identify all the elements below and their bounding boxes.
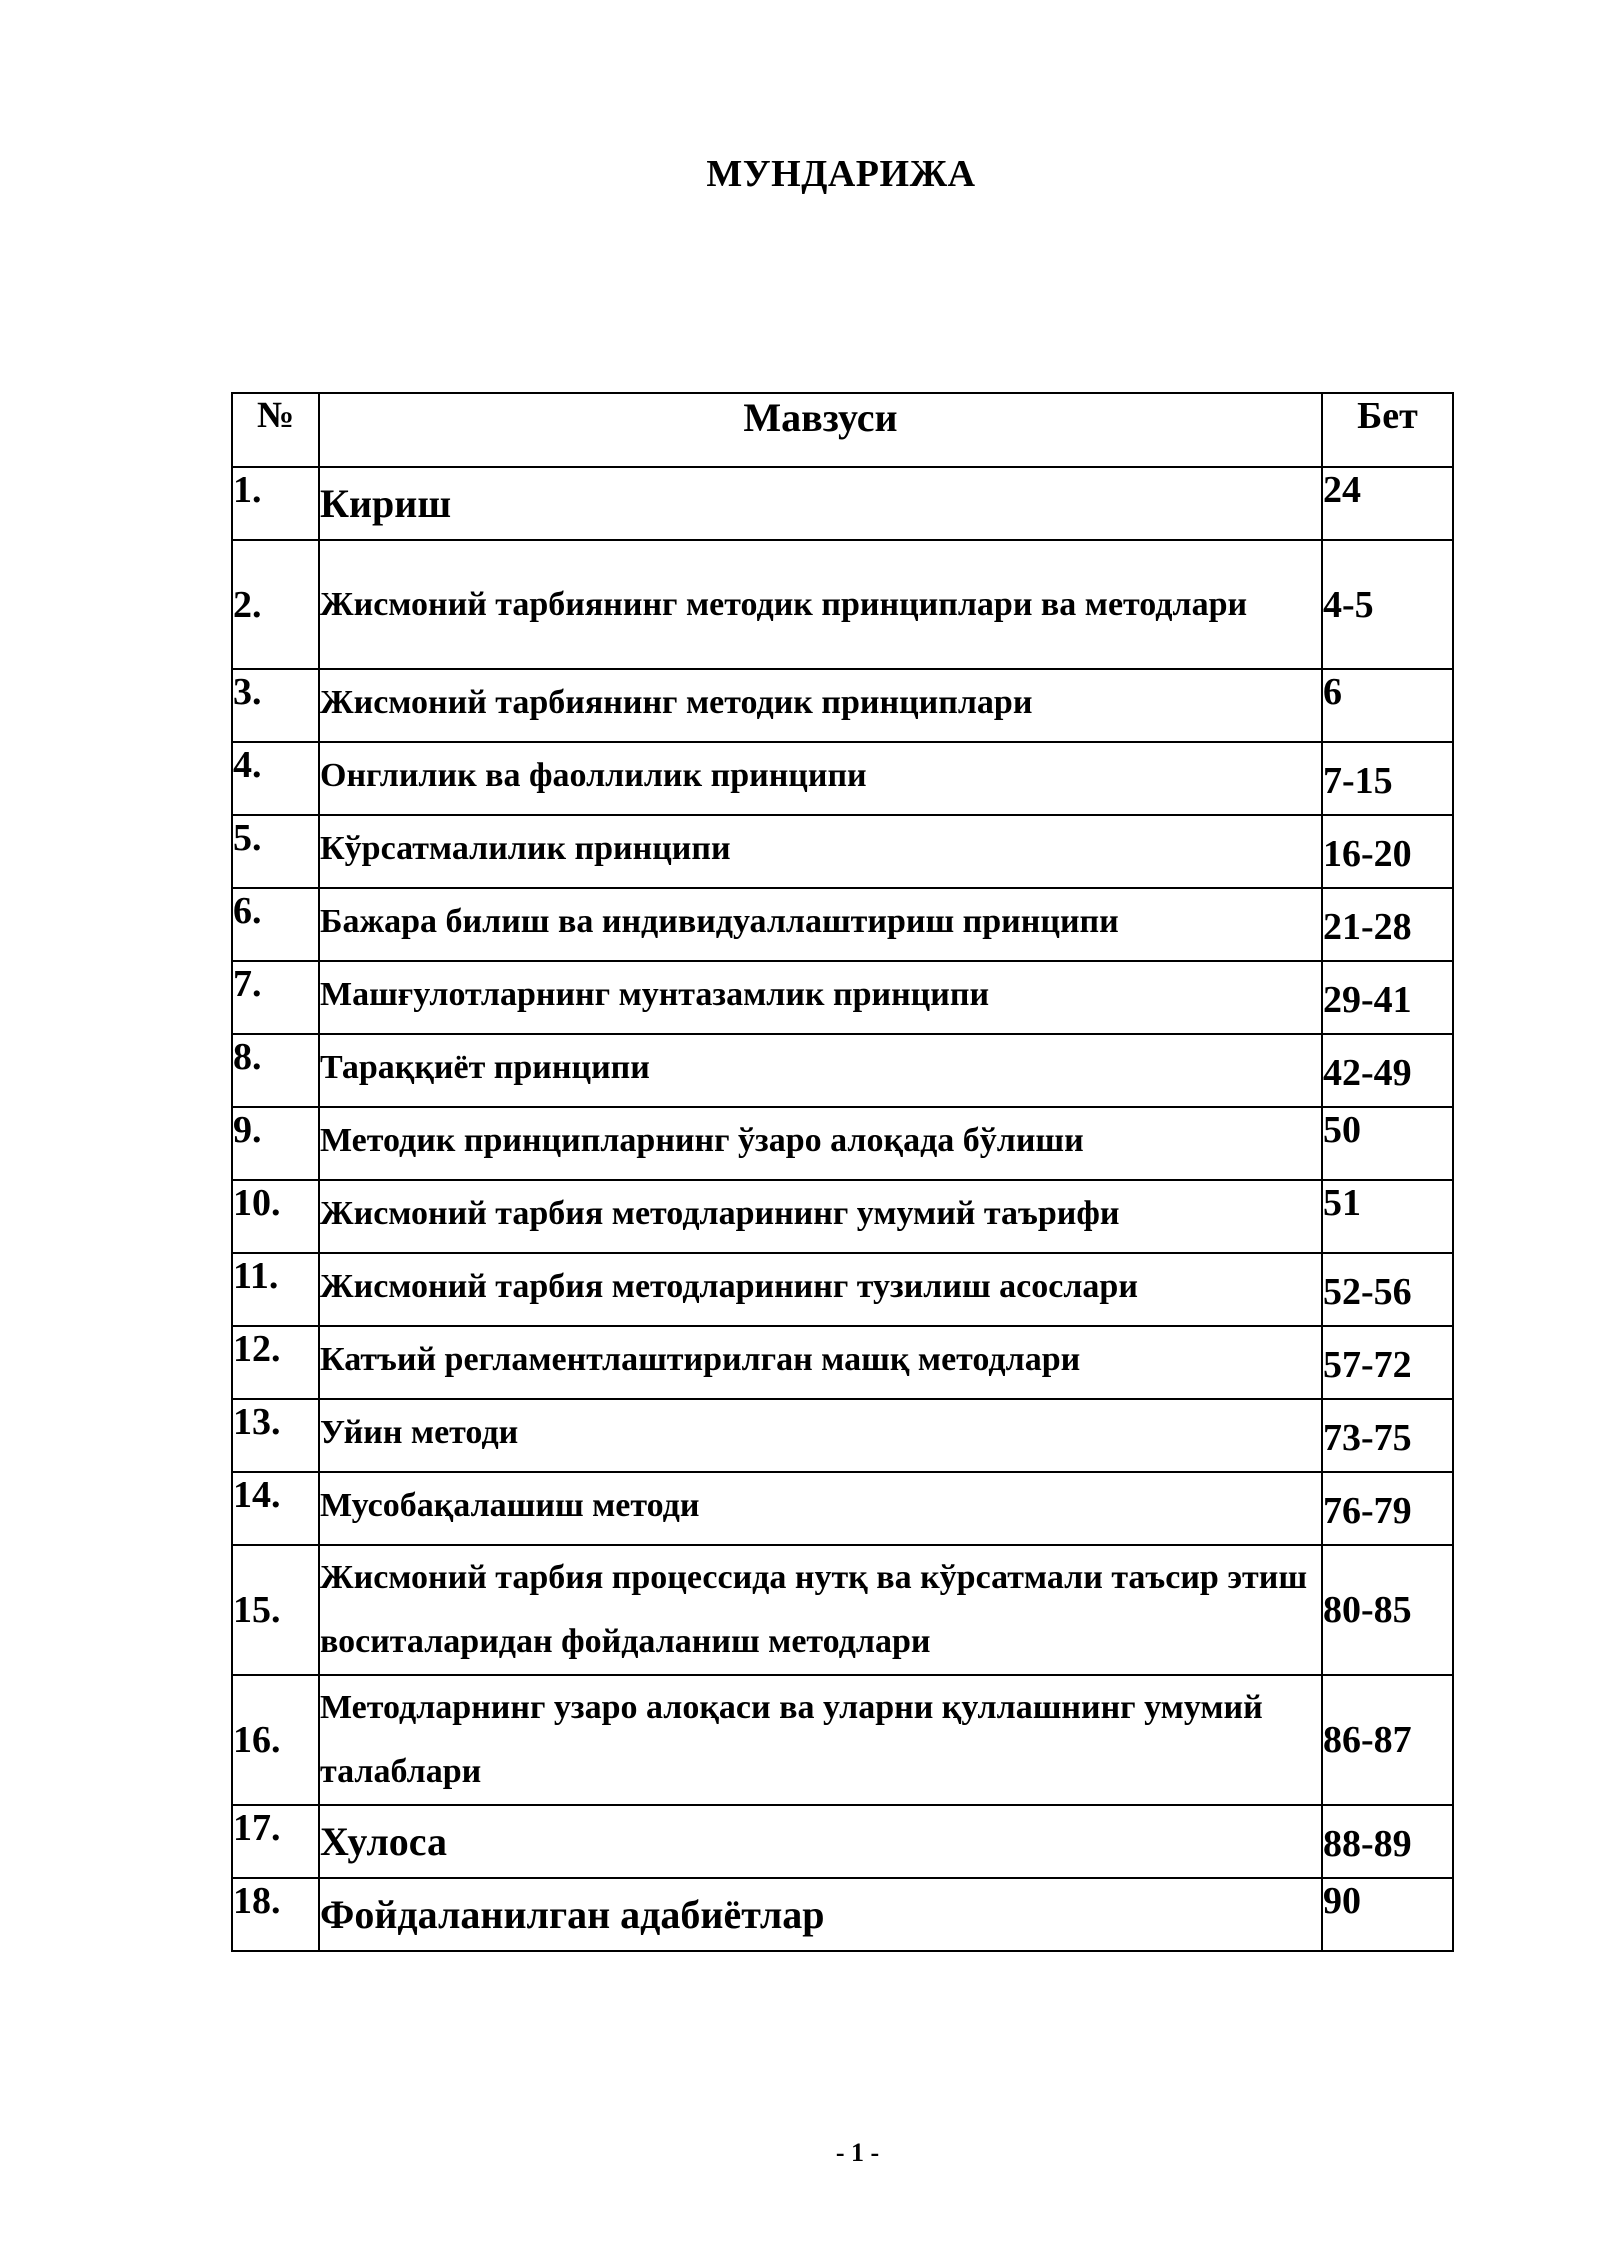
row-number: 17.: [232, 1805, 319, 1878]
table-row: [232, 1805, 1453, 1878]
row-topic: Кириш: [319, 467, 1322, 540]
table-row: [232, 1107, 1453, 1180]
row-topic: Катъий регламентлаштирилган машқ методлари: [319, 1326, 1322, 1399]
row-page: 80-85: [1322, 1545, 1453, 1675]
row-topic: Тараққиёт принципи: [319, 1034, 1322, 1107]
table-row: [232, 1326, 1453, 1399]
row-topic: Онглилик ва фаоллилик принципи: [319, 742, 1322, 815]
row-page: 7-15: [1322, 742, 1453, 815]
row-page: 24: [1322, 467, 1453, 540]
table-row: [232, 1878, 1453, 1951]
table-row: [232, 1472, 1453, 1545]
table-row: [232, 888, 1453, 961]
table-row: [232, 467, 1453, 540]
row-page: 51: [1322, 1180, 1453, 1253]
table-row: [232, 815, 1453, 888]
row-number: 2.: [232, 540, 319, 669]
table-row: [232, 1034, 1453, 1107]
row-page: 4-5: [1322, 540, 1453, 669]
table-row: [232, 669, 1453, 742]
row-page: 86-87: [1322, 1675, 1453, 1805]
table-row: [232, 1545, 1453, 1675]
row-page: 16-20: [1322, 815, 1453, 888]
header-topic: Мавзуси: [319, 393, 1322, 467]
row-topic: Жисмоний тарбия методларининг умумий таърифи: [319, 1180, 1322, 1253]
table-row: [232, 1180, 1453, 1253]
row-number: 8.: [232, 1034, 319, 1107]
table-header-row: [232, 393, 1453, 467]
row-topic: Хулоса: [319, 1805, 1322, 1878]
table-row: [232, 742, 1453, 815]
row-topic: Жисмоний тарбия процессида нутқ ва кўрсатмали таъсир этиш воситаларидан фойдаланиш методлари: [319, 1545, 1322, 1675]
table-row: [232, 961, 1453, 1034]
row-page: 42-49: [1322, 1034, 1453, 1107]
table-row: [232, 1399, 1453, 1472]
row-page: 88-89: [1322, 1805, 1453, 1878]
table-row: [232, 540, 1453, 669]
table-row: [232, 1253, 1453, 1326]
row-number: 13.: [232, 1399, 319, 1472]
row-topic: Уйин методи: [319, 1399, 1322, 1472]
header-page: Бет: [1322, 393, 1453, 467]
row-topic: Жисмоний тарбия методларининг тузилиш асослари: [319, 1253, 1322, 1326]
row-number: 4.: [232, 742, 319, 815]
row-topic: Жисмоний тарбиянинг методик принциплари: [319, 669, 1322, 742]
row-number: 5.: [232, 815, 319, 888]
row-number: 6.: [232, 888, 319, 961]
row-page: 90: [1322, 1878, 1453, 1951]
page-title: МУНДАРИЖА: [706, 153, 976, 195]
header-number: №: [232, 393, 319, 467]
row-topic: Жисмоний тарбиянинг методик принциплари ва методлари: [319, 540, 1322, 669]
row-number: 1.: [232, 467, 319, 540]
row-topic: Методларнинг узаро алоқаси ва уларни қуллашнинг умумий талаблари: [319, 1675, 1322, 1805]
row-number: 9.: [232, 1107, 319, 1180]
row-topic: Методик принципларнинг ўзаро алоқада бўлиши: [319, 1107, 1322, 1180]
row-page: 76-79: [1322, 1472, 1453, 1545]
row-page: 57-72: [1322, 1326, 1453, 1399]
row-number: 14.: [232, 1472, 319, 1545]
row-topic: Мусобақалашиш методи: [319, 1472, 1322, 1545]
row-page: 50: [1322, 1107, 1453, 1180]
row-number: 11.: [232, 1253, 319, 1326]
row-topic: Бажара билиш ва индивидуаллаштириш принципи: [319, 888, 1322, 961]
row-number: 18.: [232, 1878, 319, 1951]
row-number: 12.: [232, 1326, 319, 1399]
row-topic: Машғулотларнинг мунтазамлик принципи: [319, 961, 1322, 1034]
row-number: 10.: [232, 1180, 319, 1253]
contents-table: [231, 392, 1454, 1952]
row-number: 16.: [232, 1675, 319, 1805]
row-number: 15.: [232, 1545, 319, 1675]
row-page: 73-75: [1322, 1399, 1453, 1472]
row-number: 3.: [232, 669, 319, 742]
row-topic: Кўрсатмалилик принципи: [319, 815, 1322, 888]
page-number: - 1 -: [835, 2138, 880, 2167]
table-row: [232, 1675, 1453, 1805]
row-page: 52-56: [1322, 1253, 1453, 1326]
row-number: 7.: [232, 961, 319, 1034]
row-topic: Фойдаланилган адабиётлар: [319, 1878, 1322, 1951]
row-page: 6: [1322, 669, 1453, 742]
row-page: 29-41: [1322, 961, 1453, 1034]
row-page: 21-28: [1322, 888, 1453, 961]
